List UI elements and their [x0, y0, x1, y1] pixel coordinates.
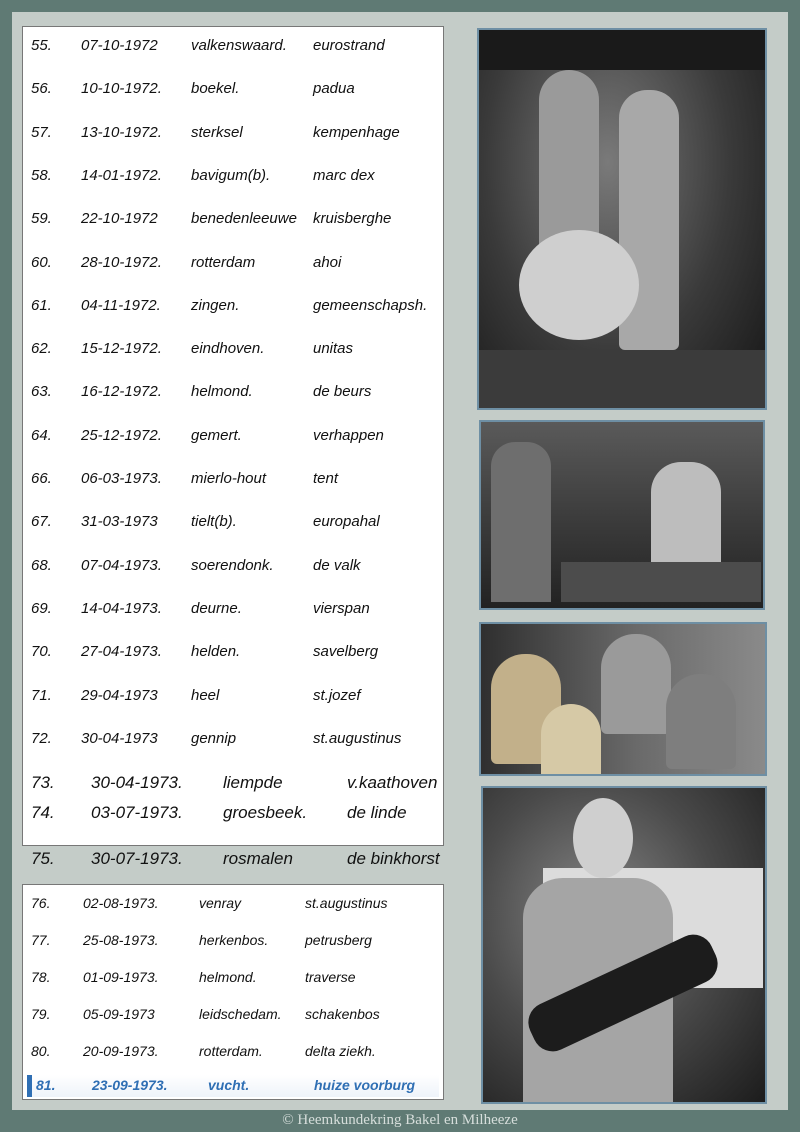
entry-number: 62.	[31, 340, 52, 358]
entry-date: 30-07-1973.	[91, 849, 183, 868]
entry-date: 04-11-1972.	[81, 296, 161, 314]
entry-number: 78.	[31, 969, 51, 985]
entry-venue: de binkhorst	[347, 849, 440, 868]
entry-city: zingen.	[191, 296, 240, 314]
entry-venue: padua	[313, 80, 355, 98]
entry-city: benedenleeuwe	[191, 210, 297, 228]
entry-venue: petrusberg	[305, 932, 372, 948]
entry-date: 25-12-1972.	[81, 426, 162, 444]
entry-city: vucht.	[208, 1077, 250, 1093]
entry-venue: unitas	[313, 340, 354, 358]
entry-city: mierlo-hout	[191, 470, 267, 487]
entry-date: 01-09-1973.	[83, 969, 159, 985]
entry-number: 64.	[31, 426, 52, 444]
entry-city: bavigum(b).	[191, 166, 271, 184]
entry-number: 81.	[36, 1077, 56, 1093]
entry-city: tielt(b).	[191, 513, 237, 531]
entry-number: 55.	[31, 37, 52, 54]
footer-copyright: © Heemkundekring Bakel en Milheeze	[282, 1112, 518, 1128]
entry-city: eindhoven.	[191, 340, 265, 358]
entry-city: gennip	[191, 729, 237, 747]
entry-number: 72.	[31, 729, 52, 747]
entry-venue: verhappen	[313, 426, 384, 444]
entry-city: leidschedam.	[199, 1006, 282, 1022]
guitarist-photo	[481, 786, 767, 1104]
entry-city: venray	[199, 895, 242, 911]
entry-date: 07-04-1973.	[81, 556, 162, 574]
entry-venue: eurostrand	[313, 37, 385, 54]
entry-venue: schakenbos	[305, 1006, 380, 1022]
entry-venue: huize voorburg	[314, 1077, 416, 1093]
entry-number: 73.	[31, 773, 55, 792]
entry-venue: st.augustinus	[305, 895, 388, 911]
entry-venue: traverse	[305, 969, 356, 985]
entry-city: herkenbos.	[199, 932, 269, 948]
entry-date: 20-09-1973.	[83, 1043, 159, 1059]
entry-venue: gemeenschapsh.	[313, 296, 428, 314]
entry-venue: kruisberghe	[313, 210, 392, 228]
entry-number: 75.	[31, 849, 55, 868]
entry-venue: de valk	[313, 556, 361, 574]
entry-number: 71.	[31, 686, 52, 704]
entry-venue: st.augustinus	[313, 729, 402, 747]
entry-city: rosmalen	[223, 849, 293, 868]
entry-number: 69.	[31, 599, 52, 617]
entry-date: 31-03-1973	[81, 513, 158, 531]
entry-venue: st.jozef	[313, 686, 361, 704]
concert-list-panel-1	[22, 26, 444, 868]
entry-number: 79.	[31, 1006, 51, 1022]
entry-venue: delta ziekh.	[305, 1043, 376, 1059]
entry-date: 14-04-1973.	[81, 599, 162, 617]
entry-date: 03-07-1973.	[91, 803, 183, 822]
flower-presentation-photo	[479, 420, 765, 610]
entry-city: soerendonk.	[191, 556, 274, 574]
entry-date: 05-09-1973	[83, 1006, 155, 1022]
concert-list-panel-2	[22, 884, 444, 1100]
entry-city: groesbeek.	[223, 803, 308, 822]
entry-city: boekel.	[191, 80, 240, 98]
entry-venue: kempenhage	[313, 123, 400, 141]
entry-date: 15-12-1972.	[81, 340, 162, 358]
entry-number: 67.	[31, 513, 52, 531]
entry-number: 70.	[31, 643, 52, 661]
entry-venue: savelberg	[313, 643, 379, 661]
entry-number: 74.	[31, 803, 55, 822]
entry-number: 76.	[31, 895, 51, 911]
entry-city: rotterdam.	[199, 1043, 263, 1059]
entry-venue: v.kaathoven	[347, 773, 438, 792]
band-on-stage-photo	[477, 28, 767, 410]
entry-number: 60.	[31, 253, 52, 271]
entry-city: helmond.	[199, 969, 257, 985]
entry-number: 61.	[31, 296, 52, 314]
entry-number: 56.	[31, 80, 52, 98]
concert-row	[27, 1075, 439, 1097]
entry-date: 10-10-1972.	[81, 80, 162, 98]
entry-city: sterksel	[191, 123, 243, 141]
entry-date: 13-10-1972.	[81, 123, 162, 141]
entry-number: 58.	[31, 166, 52, 184]
entry-date: 22-10-1972	[81, 210, 158, 228]
entry-city: helden.	[191, 643, 241, 661]
entry-date: 16-12-1972.	[81, 383, 162, 401]
entry-city: deurne.	[191, 599, 242, 617]
entry-city: liempde	[223, 773, 283, 792]
entry-number: 57.	[31, 123, 52, 141]
entry-number: 68.	[31, 556, 52, 574]
entry-venue: ahoi	[313, 253, 342, 271]
entry-venue: de beurs	[313, 383, 372, 401]
entry-number: 66.	[31, 470, 52, 487]
entry-date: 02-08-1973.	[83, 895, 159, 911]
entry-date: 06-03-1973.	[81, 470, 162, 487]
entry-city: gemert.	[191, 426, 242, 444]
entry-number: 80.	[31, 1043, 51, 1059]
entry-date: 29-04-1973	[81, 686, 158, 704]
entry-date: 23-09-1973.	[92, 1077, 168, 1093]
entry-number: 63.	[31, 383, 52, 401]
entry-venue: marc dex	[313, 166, 375, 184]
entry-date: 30-04-1973.	[91, 773, 183, 792]
entry-date: 07-10-1972	[81, 37, 158, 54]
entry-city: helmond.	[191, 383, 253, 401]
entry-city: valkenswaard.	[191, 37, 287, 54]
entry-date: 14-01-1972.	[81, 166, 162, 184]
entry-city: heel	[191, 686, 220, 704]
entry-number: 59.	[31, 210, 52, 228]
entry-date: 28-10-1972.	[81, 253, 162, 271]
entry-venue: de linde	[347, 803, 407, 822]
entry-venue: europahal	[313, 513, 380, 531]
entry-date: 30-04-1973	[81, 729, 158, 747]
entry-city: rotterdam	[191, 253, 256, 271]
entry-date: 27-04-1973.	[81, 643, 162, 661]
entry-venue: tent	[313, 470, 339, 487]
entry-date: 25-08-1973.	[83, 932, 159, 948]
entry-venue: vierspan	[313, 599, 370, 617]
entry-number: 77.	[31, 932, 51, 948]
audience-photo	[479, 622, 767, 776]
